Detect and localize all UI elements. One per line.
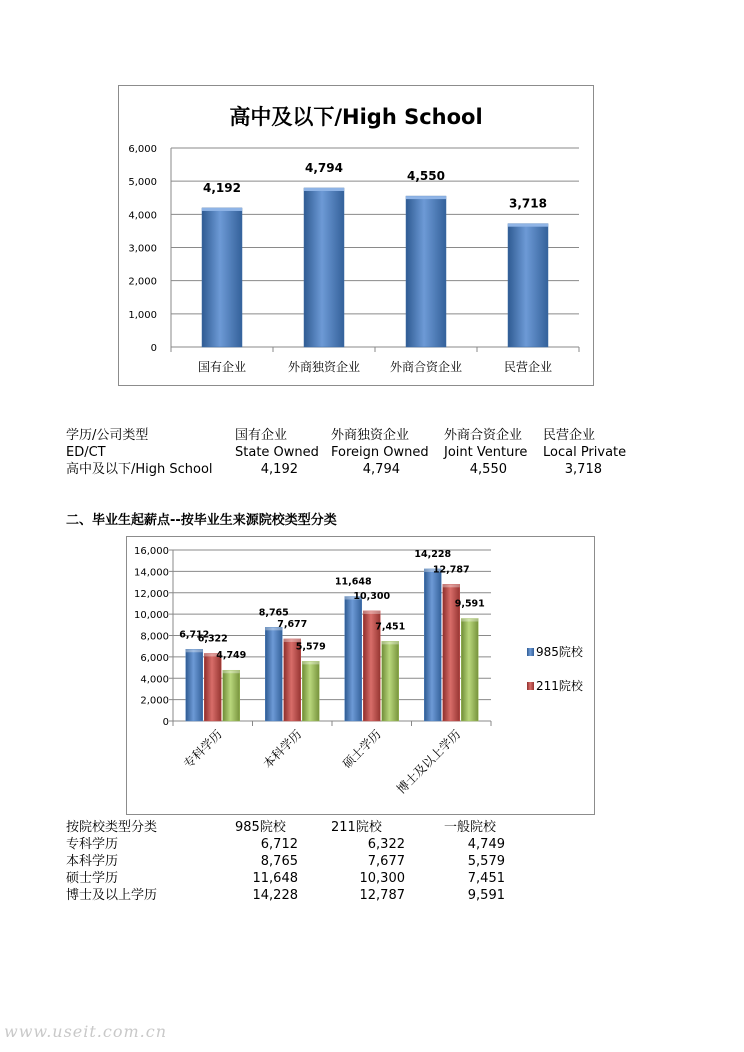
table-row	[66, 887, 526, 904]
y-tick-label: 3,000	[128, 243, 157, 255]
bar	[186, 649, 203, 721]
table-cell: 本科学历	[66, 854, 119, 869]
table-row	[66, 836, 526, 853]
table-header-cell: 211院校	[331, 820, 382, 835]
data-label: 14,228	[414, 548, 452, 560]
table-header-cell: 民营企业	[543, 428, 596, 443]
x-tick-label: 本科学历	[260, 727, 305, 772]
x-tick-label: 国有企业	[197, 360, 247, 374]
high-school-salary-chart	[118, 85, 594, 386]
table-cell: 4,192	[260, 462, 298, 477]
bar-top-highlight	[443, 584, 460, 587]
y-tick-label: 1,000	[128, 309, 157, 321]
x-tick-label: 专科学历	[181, 727, 225, 772]
bar	[223, 670, 240, 721]
bar	[508, 224, 548, 347]
high-school-table	[66, 427, 666, 478]
chart1-svg	[119, 86, 593, 385]
bar-top-highlight	[363, 611, 380, 614]
y-tick-label: 12,000	[134, 588, 169, 600]
y-tick-label: 10,000	[134, 610, 169, 622]
table-cell: 高中及以下/High School	[66, 462, 213, 477]
section-title: 二、毕业生起薪点--按毕业生来源院校类型分类	[66, 513, 337, 528]
table-row	[66, 461, 666, 478]
chart2-svg	[127, 537, 594, 814]
data-label: 11,648	[334, 576, 372, 588]
table-cell: 6,322	[367, 837, 405, 852]
data-label: 12,787	[432, 564, 470, 576]
table-header-cell: Joint Venture	[444, 445, 528, 460]
bar	[304, 188, 344, 347]
data-label: 4,794	[305, 160, 343, 175]
table2-header-row	[66, 819, 526, 836]
bar-top-highlight	[186, 649, 203, 652]
table-cell: 8,765	[260, 854, 298, 869]
table-header-cell: Local Private	[543, 445, 627, 460]
bar-top-highlight	[508, 224, 548, 227]
x-tick-label: 民营企业	[503, 360, 553, 374]
bar	[345, 597, 362, 721]
y-tick-label: 16,000	[134, 546, 169, 557]
y-tick-label: 14,000	[134, 567, 169, 579]
y-tick-label: 5,000	[128, 177, 157, 189]
table-header-cell: State Owned	[235, 445, 319, 460]
table-header-cell: 外商独资企业	[331, 428, 410, 443]
table-header-cell: 国有企业	[235, 428, 288, 443]
table-cell: 7,451	[467, 871, 505, 886]
table1-header-row	[66, 427, 666, 444]
x-tick-label: 硕士学历	[340, 727, 384, 772]
legend-label: 211院校	[536, 679, 583, 693]
y-tick-label: 4,000	[128, 210, 157, 222]
data-label: 6,712	[179, 629, 210, 641]
bar-top-highlight	[304, 188, 344, 191]
table-cell: 10,300	[359, 871, 405, 886]
x-tick-label: 外商合资企业	[389, 360, 463, 374]
table-cell: 6,712	[260, 837, 298, 852]
bar	[382, 641, 399, 721]
bar	[406, 196, 446, 347]
y-tick-label: 6,000	[140, 652, 169, 664]
table-row	[66, 870, 526, 887]
data-label: 3,718	[509, 196, 547, 211]
x-tick-label: 外商独资企业	[287, 360, 361, 374]
table-cell: 博士及以上学历	[66, 888, 158, 903]
bar	[461, 618, 478, 721]
data-label: 5,579	[295, 641, 326, 653]
y-tick-label: 4,000	[140, 674, 169, 686]
table-header-cell: 按院校类型分类	[66, 820, 158, 835]
table-row	[66, 853, 526, 870]
y-tick-label: 6,000	[128, 144, 157, 155]
table-cell: 14,228	[252, 888, 298, 903]
bar	[202, 208, 242, 347]
data-label: 6,322	[197, 633, 228, 645]
data-label: 7,677	[277, 618, 308, 630]
y-tick-label: 0	[150, 343, 157, 354]
table-cell: 9,591	[467, 888, 505, 903]
bar-top-highlight	[461, 618, 478, 621]
chart1-title: 高中及以下/High School	[229, 105, 483, 129]
y-tick-label: 2,000	[140, 695, 169, 707]
table-header-cell: 一般院校	[444, 820, 497, 835]
legend-swatch	[527, 648, 534, 656]
bar	[265, 627, 282, 721]
bar	[424, 569, 441, 721]
table-cell: 3,718	[564, 462, 602, 477]
table-header-cell: 外商合资企业	[444, 428, 523, 443]
bar	[302, 661, 319, 721]
table-header-cell: 985院校	[235, 820, 286, 835]
table-cell: 专科学历	[66, 837, 119, 852]
table-cell: 4,794	[362, 462, 400, 477]
legend-swatch	[527, 682, 534, 690]
legend-label: 985院校	[536, 645, 583, 659]
table-cell: 11,648	[252, 871, 298, 886]
bar-top-highlight	[223, 670, 240, 673]
bar-top-highlight	[302, 661, 319, 664]
y-tick-label: 0	[162, 717, 169, 728]
data-label: 10,300	[353, 590, 391, 602]
data-label: 4,749	[216, 650, 247, 662]
table-cell: 硕士学历	[66, 871, 119, 886]
y-tick-label: 8,000	[140, 631, 169, 643]
school-type-table	[66, 819, 526, 904]
table-header-cell: 学历/公司类型	[66, 428, 149, 443]
bar	[204, 653, 221, 721]
table-cell: 12,787	[359, 888, 405, 903]
table1-subheader-row	[66, 444, 666, 461]
bar-top-highlight	[202, 208, 242, 211]
table-header-cell: ED/CT	[66, 445, 106, 460]
data-label: 4,550	[407, 169, 445, 184]
table-cell: 7,677	[367, 854, 405, 869]
bar-top-highlight	[382, 641, 399, 644]
watermark: www.useit.com.cn	[4, 1022, 168, 1041]
data-label: 4,192	[203, 180, 241, 195]
y-tick-label: 2,000	[128, 276, 157, 288]
table-cell: 4,550	[469, 462, 507, 477]
bar-top-highlight	[406, 196, 446, 199]
data-label: 7,451	[375, 621, 406, 633]
school-type-salary-chart	[126, 536, 595, 815]
table-header-cell: Foreign Owned	[331, 445, 429, 460]
x-tick-label: 博士及以上学历	[394, 727, 464, 797]
table-cell: 5,579	[467, 854, 505, 869]
table-cell: 4,749	[467, 837, 505, 852]
data-label: 8,765	[258, 607, 289, 619]
data-label: 9,591	[454, 598, 485, 610]
